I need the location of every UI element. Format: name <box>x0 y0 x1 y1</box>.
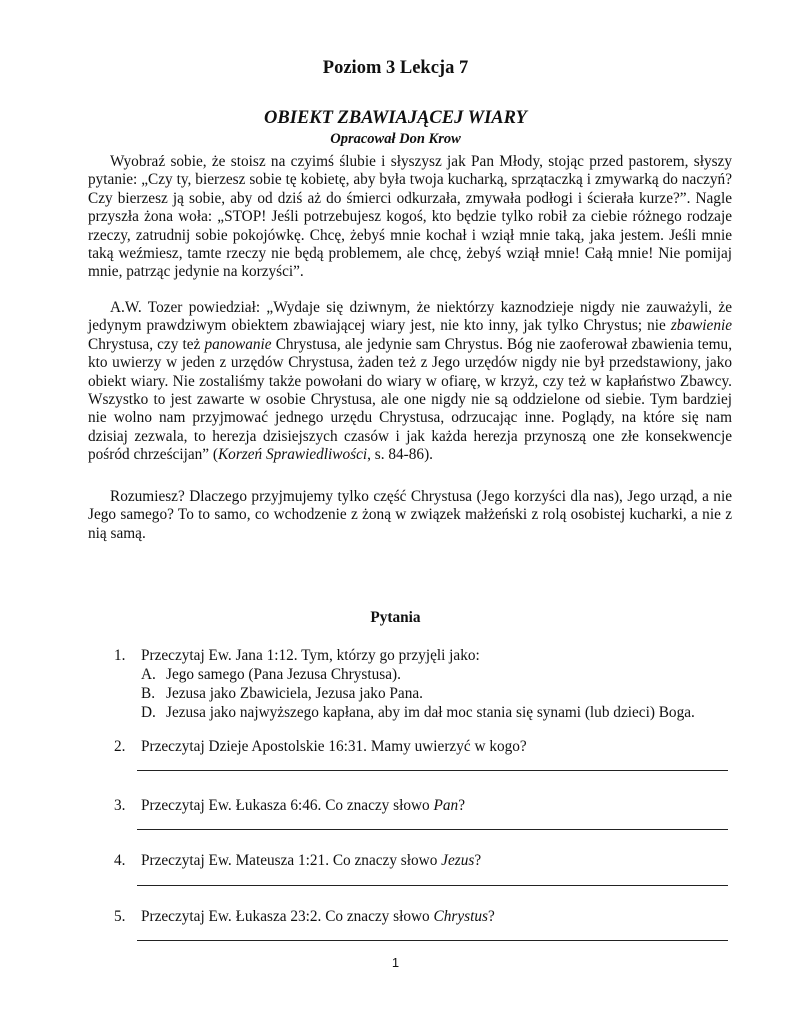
answer-line-2[interactable] <box>137 770 728 771</box>
question-text-main: Przeczytaj Ew. Łukasza 6:46. Co znaczy słowo <box>141 797 434 814</box>
question-text <box>141 852 481 870</box>
quote-text-g: , s. 84-86). <box>367 446 433 464</box>
answer-line-3[interactable] <box>137 829 728 830</box>
question-text <box>141 908 495 926</box>
option-letter: A. <box>141 666 156 683</box>
answer-line-5[interactable] <box>137 940 728 941</box>
conclusion-paragraph: Rozumiesz? Dlaczego przyjmujemy tylko część Chrystusa (Jego korzyści dla nas), Jego urząd, a nie Jego samego? To to samo, co wchodzenie z żoną w związek małżeński z rolą osobistej kucharki, a nie z nią samą. <box>88 488 732 542</box>
quote-text-e: Chrystusa, ale jedynie sam Chrystus. Bóg nie zaoferował zbawienia temu, kto uwierzy w jeden z urzędów Chrystusa, żaden też z Jego urzędów nigdy nie był przedstawiony, jako obiekt wiary. Nie zostaliśmy także powołani do wiary w ofiarę, w krzyż, czy też w kapłaństwo Zbawcy. Wszystko to jest zawarte w osobie Chrystusa, ale one nigdy nie są oddzielone od siebie. Tym bardziej nie wolno nam przyjmować jednego urzędu Chrystusa, odrzucając inne. Poglądy, na które się nam dzisiaj zezwala, to herezja dzisiejszych czasów i jak każda herezja przynoszą one złe konsekwencje pośród chrześcijan” ( <box>88 335 733 464</box>
document-title: OBIEKT ZBAWIAJĄCEJ WIARY <box>264 108 527 128</box>
question-text-main: Przeczytaj Ew. Mateusza 1:21. Co znaczy słowo <box>141 852 442 869</box>
option-text: Jezusa jako Zbawiciela, Jezusa jako Pana. <box>166 685 423 702</box>
quote-italic-book-title: Korzeń Sprawiedliwości <box>217 446 368 464</box>
question-number: 5. <box>114 908 126 925</box>
option-text: Jezusa jako najwyższego kapłana, aby im dał moc stania się synami (lub dzieci) Boga. <box>166 704 695 721</box>
questions-heading: Pytania <box>370 609 421 626</box>
question-text-end: ? <box>458 797 465 814</box>
question-text <box>141 797 465 815</box>
tozer-quote-paragraph <box>88 299 732 465</box>
question-italic-word: Pan <box>433 797 459 814</box>
intro-paragraph: Wyobraź sobie, że stoisz na czyimś ślubie i słyszysz jak Pan Młody, stojąc przed pastorem, słyszy pytanie: „Czy ty, bierzesz sobie tę kobietę, aby była twoja kucharką, sprzątaczką i zmywarką do naczyń? Czy bierzesz ją sobie, aby od dziś aż do śmierci odkurzała, zmywała podłogi i ścierała kurze?”. Nagle przyszła żona woła: „STOP! Jeśli potrzebujesz kogoś, kto będzie tylko robił za ciebie różnego rodzaje rzeczy, zatrudnij sobie pokojówkę. Chcę, żebyś mnie kochał i wziął mnie taką, jaka jestem. Jeśli mnie taką weźmiesz, tamte rzeczy nie będą problemem, ale chcę, żebyś wziął mnie! Całą mnie! Nie pomijaj mnie, patrząc jedynie na korzyści”. <box>88 153 732 281</box>
quote-italic-zbawienie: zbawienie <box>670 317 733 335</box>
question-text-end: ? <box>474 852 482 869</box>
question-text: Przeczytaj Dzieje Apostolskie 16:31. Mamy uwierzyć w kogo? <box>141 738 527 755</box>
question-text: Przeczytaj Ew. Jana 1:12. Tym, którzy go przyjęli jako: <box>141 647 480 664</box>
question-text-main: Przeczytaj Ew. Łukasza 23:2. Co znaczy słowo <box>141 908 434 925</box>
quote-text-a: A.W. Tozer powiedział: „Wydaje się dziwnym, że niektórzy kaznodzieje nigdy nie zauważyli, że jedynym prawdziwym obiektem zbawiającej wiary jest, nie kto inny, jak tylko Chrystus; nie <box>88 299 732 335</box>
lesson-heading: Poziom 3 Lekcja 7 <box>322 58 469 78</box>
option-letter: D. <box>141 704 156 721</box>
question-text-end: ? <box>487 908 495 925</box>
quote-text-c: Chrystusa, czy też <box>88 335 201 353</box>
author-line: Opracował Don Krow <box>330 131 461 147</box>
question-number: 4. <box>114 852 126 869</box>
answer-line-4[interactable] <box>137 885 728 886</box>
option-letter: B. <box>141 685 156 702</box>
question-number: 2. <box>114 738 126 755</box>
quote-italic-panowanie: panowanie <box>204 335 272 353</box>
question-italic-word: Chrystus <box>433 908 488 925</box>
question-italic-word: Jezus <box>441 852 475 869</box>
question-number: 3. <box>114 797 126 814</box>
question-number: 1. <box>114 647 126 664</box>
page-number: 1 <box>391 955 400 970</box>
option-text: Jego samego (Pana Jezusa Chrystusa). <box>166 666 401 683</box>
